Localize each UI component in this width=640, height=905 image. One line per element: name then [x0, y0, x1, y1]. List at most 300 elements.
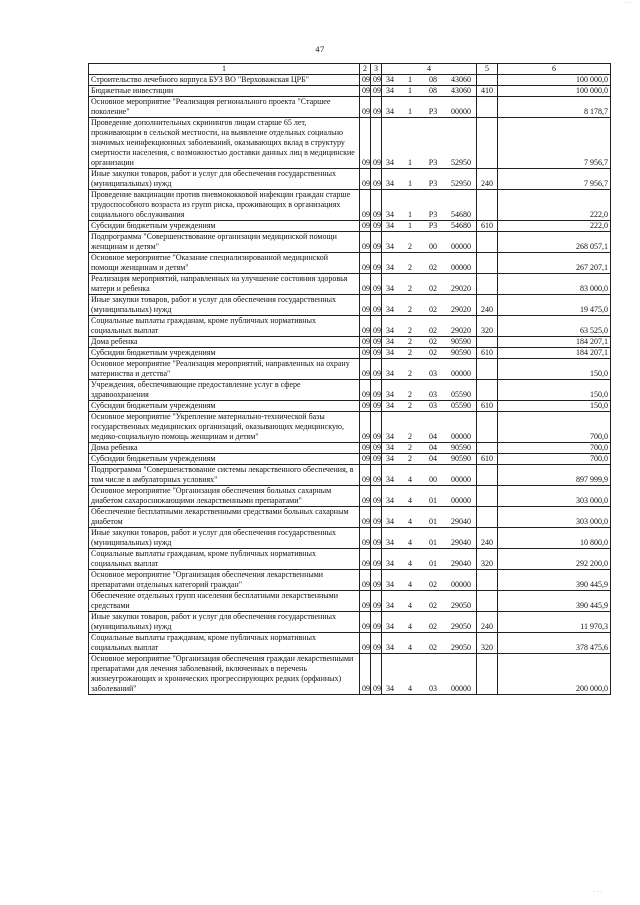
- row-name: Основное мероприятие "Организация обеспечения граждан лекарственными препаратами для лечения заболеваний, включенных в перечень жизнеугрожающих и хронических прогрессирующих редких (орфанных) заболеваний": [89, 654, 360, 695]
- expense-type-code: [477, 359, 498, 380]
- code-part: 00000: [451, 496, 471, 505]
- column-header: 1: [89, 64, 360, 75]
- target-article-code: [382, 232, 477, 253]
- code-part: 34: [386, 601, 394, 610]
- amount-value: 292 200,0: [498, 549, 611, 570]
- expense-type-code: 320: [477, 316, 498, 337]
- section-code: 09: [371, 412, 382, 443]
- section-code: 09: [371, 190, 382, 221]
- chapter-code: 09: [360, 316, 371, 337]
- code-part: 34: [386, 158, 394, 167]
- row-name: Бюджетные инвестиции: [89, 86, 360, 97]
- target-article-code: [382, 401, 477, 412]
- expense-type-code: [477, 654, 498, 695]
- code-part: 34: [386, 580, 394, 589]
- target-article-code: [382, 97, 477, 118]
- chapter-code: 09: [360, 253, 371, 274]
- table-row: [89, 274, 611, 295]
- code-part: 00000: [451, 432, 471, 441]
- row-name: Обеспечение отдельных групп населения бесплатными лекарственными средствами: [89, 591, 360, 612]
- amount-value: 222,0: [498, 221, 611, 232]
- code-part: 34: [386, 390, 394, 399]
- code-part: 34: [386, 348, 394, 357]
- amount-value: 390 445,9: [498, 570, 611, 591]
- row-name: Субсидии бюджетным учреждениям: [89, 454, 360, 465]
- chapter-code: 09: [360, 380, 371, 401]
- table-row: [89, 118, 611, 169]
- code-part: 00000: [451, 475, 471, 484]
- code-part: 4: [408, 475, 412, 484]
- amount-value: 700,0: [498, 412, 611, 443]
- code-part: 34: [386, 622, 394, 631]
- amount-value: 303 000,0: [498, 486, 611, 507]
- code-part: 29040: [451, 517, 471, 526]
- row-name: Основное мероприятие "Оказание специализированной медицинской помощи женщинам и детям": [89, 253, 360, 274]
- code-part: 4: [408, 538, 412, 547]
- chapter-code: 09: [360, 612, 371, 633]
- table-row: [89, 190, 611, 221]
- code-part: 4: [408, 684, 412, 693]
- chapter-code: 09: [360, 97, 371, 118]
- code-part: 29040: [451, 538, 471, 547]
- row-name: Подпрограмма "Совершенствование организации медицинской помощи женщинам и детям": [89, 232, 360, 253]
- section-code: 09: [371, 295, 382, 316]
- code-part: 52950: [451, 158, 471, 167]
- code-part: 02: [429, 326, 437, 335]
- code-part: 34: [386, 643, 394, 652]
- section-code: 09: [371, 169, 382, 190]
- expense-type-code: 240: [477, 612, 498, 633]
- chapter-code: 09: [360, 118, 371, 169]
- table-row: [89, 612, 611, 633]
- code-part: 34: [386, 517, 394, 526]
- code-part: 2: [408, 305, 412, 314]
- code-part: 34: [386, 210, 394, 219]
- code-part: 1: [408, 75, 412, 84]
- code-part: 29050: [451, 643, 471, 652]
- code-part: 2: [408, 242, 412, 251]
- target-article-code: [382, 486, 477, 507]
- target-article-code: [382, 169, 477, 190]
- table-body: [89, 75, 611, 695]
- code-part: 00: [429, 475, 437, 484]
- row-name: Реализация мероприятий, направленных на улучшение состояния здоровья матери и ребенка: [89, 274, 360, 295]
- chapter-code: 09: [360, 528, 371, 549]
- table-row: [89, 221, 611, 232]
- code-part: P3: [428, 107, 438, 116]
- code-part: 54680: [451, 210, 471, 219]
- section-code: 09: [371, 654, 382, 695]
- amount-value: 10 800,0: [498, 528, 611, 549]
- table-row: [89, 253, 611, 274]
- expense-type-code: [477, 486, 498, 507]
- expense-type-code: 240: [477, 295, 498, 316]
- expense-type-code: 610: [477, 348, 498, 359]
- expense-type-code: 410: [477, 86, 498, 97]
- code-part: 04: [429, 443, 437, 452]
- target-article-code: [382, 359, 477, 380]
- table-row: [89, 443, 611, 454]
- row-name: Основное мероприятие "Укрепление материально-технической базы государственных медицинских организаций, оказывающих медицинскую, медико-социальную помощь женщинам и детям": [89, 412, 360, 443]
- section-code: 09: [371, 486, 382, 507]
- row-name: Иные закупки товаров, работ и услуг для обеспечения государственных (муниципальных) нужд: [89, 169, 360, 190]
- code-part: 34: [386, 179, 394, 188]
- expense-type-code: [477, 118, 498, 169]
- code-part: 1: [408, 107, 412, 116]
- column-header: 5: [477, 64, 498, 75]
- chapter-code: 09: [360, 86, 371, 97]
- code-part: 34: [386, 284, 394, 293]
- section-code: 09: [371, 633, 382, 654]
- row-name: Основное мероприятие "Реализация регионального проекта "Старшее поколение": [89, 97, 360, 118]
- chapter-code: 09: [360, 359, 371, 380]
- code-part: 34: [386, 242, 394, 251]
- chapter-code: 09: [360, 348, 371, 359]
- target-article-code: [382, 549, 477, 570]
- code-part: 34: [386, 538, 394, 547]
- row-name: Иные закупки товаров, работ и услуг для обеспечения государственных (муниципальных) нужд: [89, 528, 360, 549]
- row-name: Основное мероприятие "Организация обеспечения лекарственными препаратами отдельных категорий граждан": [89, 570, 360, 591]
- code-part: P3: [428, 179, 438, 188]
- row-name: Субсидии бюджетным учреждениям: [89, 401, 360, 412]
- row-name: Субсидии бюджетным учреждениям: [89, 348, 360, 359]
- code-part: 00000: [451, 263, 471, 272]
- target-article-code: [382, 633, 477, 654]
- expense-type-code: [477, 465, 498, 486]
- expense-type-code: [477, 570, 498, 591]
- target-article-code: [382, 528, 477, 549]
- expense-type-code: [477, 274, 498, 295]
- code-part: 4: [408, 643, 412, 652]
- code-part: 2: [408, 326, 412, 335]
- expense-type-code: [477, 337, 498, 348]
- code-part: 29020: [451, 305, 471, 314]
- row-name: Обеспечение бесплатными лекарственными средствами больных сахарным диабетом: [89, 507, 360, 528]
- chapter-code: 09: [360, 465, 371, 486]
- code-part: 2: [408, 390, 412, 399]
- table-row: [89, 465, 611, 486]
- code-part: 34: [386, 326, 394, 335]
- code-part: 4: [408, 601, 412, 610]
- amount-value: 8 178,7: [498, 97, 611, 118]
- code-part: 34: [386, 496, 394, 505]
- chapter-code: 09: [360, 169, 371, 190]
- section-code: 09: [371, 118, 382, 169]
- row-name: Основное мероприятие "Организация обеспечения больных сахарным диабетом сахароснижающими лекарственными препаратами": [89, 486, 360, 507]
- code-part: 34: [386, 86, 394, 95]
- row-name: Социальные выплаты гражданам, кроме публичных нормативных социальных выплат: [89, 549, 360, 570]
- row-name: Социальные выплаты гражданам, кроме публичных нормативных социальных выплат: [89, 316, 360, 337]
- section-code: 09: [371, 549, 382, 570]
- table-row: [89, 169, 611, 190]
- target-article-code: [382, 570, 477, 591]
- code-part: 05590: [451, 401, 471, 410]
- code-part: 2: [408, 443, 412, 452]
- amount-value: 200 000,0: [498, 654, 611, 695]
- code-part: 43060: [451, 75, 471, 84]
- code-part: 01: [429, 538, 437, 547]
- code-part: 00000: [451, 580, 471, 589]
- chapter-code: 09: [360, 412, 371, 443]
- amount-value: 100 000,0: [498, 75, 611, 86]
- table-row: [89, 75, 611, 86]
- code-part: 4: [408, 517, 412, 526]
- row-name: Строительство лечебного корпуса БУЗ ВО "Верховажская ЦРБ": [89, 75, 360, 86]
- target-article-code: [382, 86, 477, 97]
- code-part: 2: [408, 369, 412, 378]
- row-name: Основное мероприятие "Реализация мероприятий, направленных на охрану материнства и детства": [89, 359, 360, 380]
- code-part: P3: [428, 158, 438, 167]
- chapter-code: 09: [360, 232, 371, 253]
- code-part: 03: [429, 401, 437, 410]
- amount-value: 63 525,0: [498, 316, 611, 337]
- expense-type-code: [477, 591, 498, 612]
- expense-type-code: [477, 253, 498, 274]
- amount-value: 222,0: [498, 190, 611, 221]
- code-part: 01: [429, 559, 437, 568]
- expense-type-code: [477, 412, 498, 443]
- amount-value: 7 956,7: [498, 169, 611, 190]
- section-code: 09: [371, 528, 382, 549]
- code-part: 2: [408, 337, 412, 346]
- code-part: 2: [408, 263, 412, 272]
- table-row: [89, 295, 611, 316]
- code-part: 90590: [451, 454, 471, 463]
- row-name: Дома ребенка: [89, 337, 360, 348]
- code-part: 02: [429, 337, 437, 346]
- code-part: 03: [429, 390, 437, 399]
- target-article-code: [382, 380, 477, 401]
- expense-type-code: 320: [477, 633, 498, 654]
- code-part: 08: [429, 75, 437, 84]
- table-row: [89, 633, 611, 654]
- code-part: 2: [408, 401, 412, 410]
- section-code: 09: [371, 612, 382, 633]
- code-part: 34: [386, 369, 394, 378]
- row-name: Иные закупки товаров, работ и услуг для обеспечения государственных (муниципальных) нужд: [89, 295, 360, 316]
- chapter-code: 09: [360, 654, 371, 695]
- expense-type-code: 610: [477, 221, 498, 232]
- expense-type-code: 320: [477, 549, 498, 570]
- chapter-code: 09: [360, 295, 371, 316]
- section-code: 09: [371, 465, 382, 486]
- code-part: 4: [408, 496, 412, 505]
- code-part: 34: [386, 401, 394, 410]
- table-row: [89, 549, 611, 570]
- section-code: 09: [371, 232, 382, 253]
- section-code: 09: [371, 316, 382, 337]
- expense-type-code: 240: [477, 169, 498, 190]
- code-part: 04: [429, 432, 437, 441]
- code-part: 90590: [451, 348, 471, 357]
- target-article-code: [382, 221, 477, 232]
- amount-value: 100 000,0: [498, 86, 611, 97]
- code-part: 00000: [451, 107, 471, 116]
- code-part: 34: [386, 684, 394, 693]
- amount-value: 390 445,9: [498, 591, 611, 612]
- code-part: 34: [386, 337, 394, 346]
- table-header-row: [89, 64, 611, 75]
- target-article-code: [382, 274, 477, 295]
- scan-corner-mark: ˙ ˙ ˙: [623, 2, 632, 8]
- table-row: [89, 654, 611, 695]
- code-part: 00000: [451, 684, 471, 693]
- table-row: [89, 570, 611, 591]
- code-part: P3: [428, 221, 438, 230]
- code-part: 34: [386, 443, 394, 452]
- amount-value: 700,0: [498, 454, 611, 465]
- code-part: 02: [429, 622, 437, 631]
- table-row: [89, 359, 611, 380]
- row-name: Социальные выплаты гражданам, кроме публичных нормативных социальных выплат: [89, 633, 360, 654]
- code-part: 34: [386, 475, 394, 484]
- expense-type-code: 240: [477, 528, 498, 549]
- section-code: 09: [371, 380, 382, 401]
- row-name: Проведение вакцинации против пневмококковой инфекции граждан старше трудоспособного возраста из групп риска, проживающих в организациях социального обслуживания: [89, 190, 360, 221]
- code-part: 34: [386, 432, 394, 441]
- expense-type-code: [477, 232, 498, 253]
- row-name: Проведение дополнительных скринингов лицам старше 65 лет, проживающим в сельской местности, на выявление отдельных социально значимых неинфекционных заболеваний, оказывающих вклад в структуру смертности населения, с возможностью доставки данных лиц в медицинские организации: [89, 118, 360, 169]
- row-name: Дома ребенка: [89, 443, 360, 454]
- code-part: 34: [386, 454, 394, 463]
- chapter-code: 09: [360, 507, 371, 528]
- code-part: 02: [429, 305, 437, 314]
- code-part: 90590: [451, 337, 471, 346]
- code-part: 02: [429, 284, 437, 293]
- code-part: 04: [429, 454, 437, 463]
- table-row: [89, 454, 611, 465]
- chapter-code: 09: [360, 486, 371, 507]
- code-part: 05590: [451, 390, 471, 399]
- target-article-code: [382, 507, 477, 528]
- amount-value: 150,0: [498, 359, 611, 380]
- table-row: [89, 401, 611, 412]
- amount-value: 897 999,9: [498, 465, 611, 486]
- code-part: P3: [428, 210, 438, 219]
- code-part: 2: [408, 432, 412, 441]
- amount-value: 7 956,7: [498, 118, 611, 169]
- amount-value: 19 475,0: [498, 295, 611, 316]
- column-header: 2: [360, 64, 371, 75]
- column-header: 6: [498, 64, 611, 75]
- code-part: 4: [408, 622, 412, 631]
- expense-type-code: [477, 75, 498, 86]
- section-code: 09: [371, 507, 382, 528]
- amount-value: 184 207,1: [498, 348, 611, 359]
- target-article-code: [382, 612, 477, 633]
- code-part: 4: [408, 580, 412, 589]
- code-part: 29050: [451, 622, 471, 631]
- code-part: 2: [408, 454, 412, 463]
- chapter-code: 09: [360, 549, 371, 570]
- target-article-code: [382, 465, 477, 486]
- target-article-code: [382, 443, 477, 454]
- code-part: 52950: [451, 179, 471, 188]
- amount-value: 268 057,1: [498, 232, 611, 253]
- expense-type-code: 610: [477, 401, 498, 412]
- budget-table: [88, 63, 611, 695]
- target-article-code: [382, 348, 477, 359]
- amount-value: 150,0: [498, 380, 611, 401]
- chapter-code: 09: [360, 633, 371, 654]
- target-article-code: [382, 454, 477, 465]
- table-row: [89, 486, 611, 507]
- chapter-code: 09: [360, 75, 371, 86]
- code-part: 01: [429, 496, 437, 505]
- table-row: [89, 86, 611, 97]
- code-part: 00000: [451, 369, 471, 378]
- code-part: 34: [386, 559, 394, 568]
- row-name: Субсидии бюджетным учреждениям: [89, 221, 360, 232]
- target-article-code: [382, 654, 477, 695]
- section-code: 09: [371, 348, 382, 359]
- row-name: Иные закупки товаров, работ и услуг для обеспечения государственных (муниципальных) нужд: [89, 612, 360, 633]
- section-code: 09: [371, 570, 382, 591]
- amount-value: 378 475,6: [498, 633, 611, 654]
- row-name: Подпрограмма "Совершенствование системы лекарственного обеспечения, в том числе в амбулаторных условиях": [89, 465, 360, 486]
- code-part: 03: [429, 684, 437, 693]
- code-part: 02: [429, 580, 437, 589]
- table-row: [89, 380, 611, 401]
- target-article-code: [382, 190, 477, 221]
- code-part: 34: [386, 305, 394, 314]
- target-article-code: [382, 75, 477, 86]
- chapter-code: 09: [360, 570, 371, 591]
- column-header: 3: [371, 64, 382, 75]
- chapter-code: 09: [360, 443, 371, 454]
- expense-type-code: [477, 190, 498, 221]
- amount-value: 700,0: [498, 443, 611, 454]
- code-part: 29020: [451, 284, 471, 293]
- section-code: 09: [371, 253, 382, 274]
- chapter-code: 09: [360, 221, 371, 232]
- target-article-code: [382, 337, 477, 348]
- table-row: [89, 412, 611, 443]
- code-part: 02: [429, 601, 437, 610]
- target-article-code: [382, 591, 477, 612]
- chapter-code: 09: [360, 274, 371, 295]
- code-part: 34: [386, 221, 394, 230]
- page-number: 47: [315, 44, 325, 54]
- expense-type-code: [477, 507, 498, 528]
- chapter-code: 09: [360, 591, 371, 612]
- table-row: [89, 348, 611, 359]
- table-row: [89, 507, 611, 528]
- amount-value: 184 207,1: [498, 337, 611, 348]
- amount-value: 150,0: [498, 401, 611, 412]
- target-article-code: [382, 316, 477, 337]
- amount-value: 267 207,1: [498, 253, 611, 274]
- code-part: 34: [386, 107, 394, 116]
- code-part: 1: [408, 158, 412, 167]
- expense-type-code: [477, 97, 498, 118]
- expense-type-code: [477, 380, 498, 401]
- code-part: 08: [429, 86, 437, 95]
- chapter-code: 09: [360, 454, 371, 465]
- section-code: 09: [371, 359, 382, 380]
- table-row: [89, 316, 611, 337]
- table-row: [89, 528, 611, 549]
- code-part: 02: [429, 348, 437, 357]
- column-header: 4: [382, 64, 477, 75]
- section-code: 09: [371, 75, 382, 86]
- target-article-code: [382, 253, 477, 274]
- section-code: 09: [371, 337, 382, 348]
- amount-value: 303 000,0: [498, 507, 611, 528]
- code-part: 1: [408, 86, 412, 95]
- table-row: [89, 337, 611, 348]
- code-part: 1: [408, 179, 412, 188]
